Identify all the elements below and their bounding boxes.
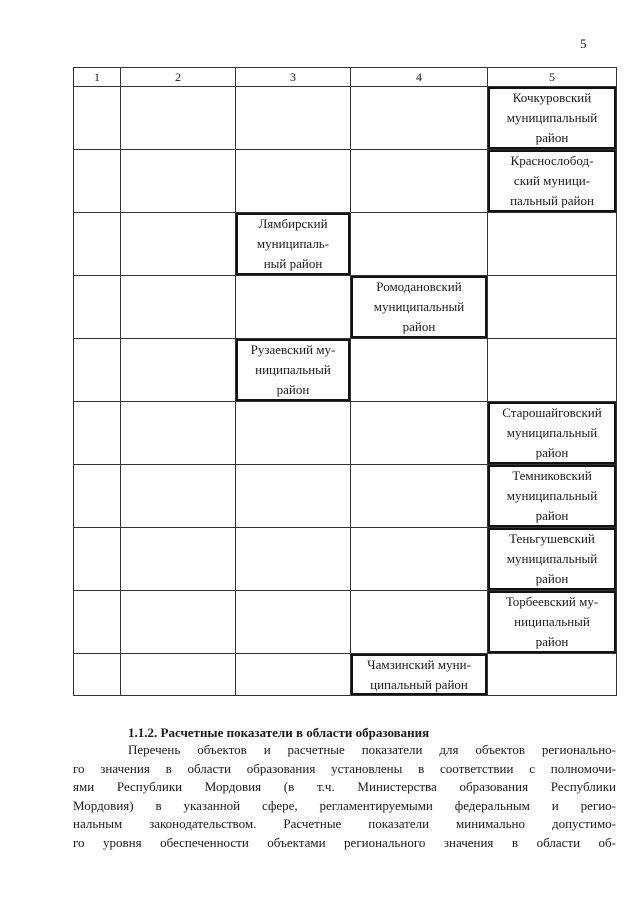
paragraph-line: го значения в области образования установлены в соответствии с полномочи-	[73, 760, 616, 776]
table-cell	[488, 150, 617, 213]
district-name: Торбеевский му- ниципальный район	[488, 591, 616, 653]
table-row	[74, 654, 617, 696]
district-name: Ромодановский муниципальный район	[351, 276, 487, 338]
column-header-1: 1	[74, 68, 121, 87]
table-row	[74, 150, 617, 213]
table-row	[74, 276, 617, 339]
column-header-3: 3	[236, 68, 351, 87]
table-cell	[121, 276, 236, 339]
column-header-4: 4	[351, 68, 488, 87]
table-cell	[236, 276, 351, 339]
district-name: Кочкуровский муниципальный район	[488, 87, 616, 149]
table-cell	[74, 465, 121, 528]
table-cell	[121, 213, 236, 276]
table-cell	[121, 150, 236, 213]
table-cell	[488, 591, 617, 654]
table-cell	[236, 87, 351, 150]
paragraph-line: нальным законодательством. Расчетные показатели минимально допустимо-	[73, 816, 616, 831]
district-name: Теньгушевский муниципальный район	[488, 528, 616, 590]
table-cell	[488, 276, 617, 339]
table-cell	[351, 654, 488, 696]
district-name: Темниковский муниципальный район	[488, 465, 616, 527]
table-cell	[74, 87, 121, 150]
table-cell	[74, 591, 121, 654]
table-cell	[488, 465, 617, 528]
table-cell	[351, 87, 488, 150]
table-body	[74, 87, 617, 696]
table-cell	[488, 528, 617, 591]
table-cell	[236, 213, 351, 276]
column-header-2: 2	[121, 68, 236, 87]
table-cell	[74, 150, 121, 213]
table-cell	[351, 213, 488, 276]
table-cell	[236, 654, 351, 696]
district-name: Чамзинский муни- ципальный район	[351, 654, 487, 695]
table-cell	[121, 402, 236, 465]
district-name: Лямбирский муниципаль- ный район	[236, 213, 350, 275]
table-cell	[121, 465, 236, 528]
table-cell	[236, 591, 351, 654]
table-cell	[236, 528, 351, 591]
table-cell	[488, 339, 617, 402]
table-cell	[488, 402, 617, 465]
paragraph-line: ями Республики Мордовия (в т.ч. Министерства образования Республики	[73, 779, 616, 794]
table-cell	[488, 654, 617, 696]
table-header-row	[74, 68, 617, 87]
section-paragraph	[73, 741, 616, 852]
table-cell	[351, 591, 488, 654]
table-cell	[236, 339, 351, 402]
district-name: Рузаевский му- ниципальный район	[236, 339, 350, 401]
table-cell	[351, 465, 488, 528]
table-row	[74, 465, 617, 528]
table-row	[74, 402, 617, 465]
table-cell	[236, 465, 351, 528]
table-cell	[351, 402, 488, 465]
paragraph-line: Мордовия) в указанной сфере, регламентируемыми федеральным и регио-	[73, 797, 616, 813]
table-cell	[121, 591, 236, 654]
table-cell	[74, 402, 121, 465]
table-cell	[351, 276, 488, 339]
district-name: Старошайговский муниципальный район	[488, 402, 616, 464]
column-header-5: 5	[488, 68, 617, 87]
table-cell	[236, 402, 351, 465]
table-cell	[121, 654, 236, 696]
table-cell	[74, 339, 121, 402]
table-cell	[121, 339, 236, 402]
districts-table	[73, 67, 617, 696]
table-cell	[351, 528, 488, 591]
paragraph-line: Перечень объектов и расчетные показатели для объектов регионально-	[128, 742, 616, 757]
table-cell	[74, 213, 121, 276]
table-row	[74, 528, 617, 591]
table-cell	[351, 150, 488, 213]
table-cell	[74, 528, 121, 591]
district-name: Краснослобод- ский муници- пальный район	[488, 150, 616, 212]
paragraph-line: го уровня обеспеченности объектами регионального значения в области об-	[73, 834, 616, 850]
table-cell	[121, 528, 236, 591]
table-row	[74, 591, 617, 654]
page-number: 5	[580, 36, 587, 51]
table-cell	[488, 87, 617, 150]
table-cell	[236, 150, 351, 213]
table-cell	[74, 654, 121, 696]
section-heading: 1.1.2. Расчетные показатели в области образования	[128, 725, 430, 740]
table-row	[74, 339, 617, 402]
table-row	[74, 87, 617, 150]
table-cell	[488, 213, 617, 276]
table-cell	[74, 276, 121, 339]
table-row	[74, 213, 617, 276]
table-cell	[351, 339, 488, 402]
table-cell	[121, 87, 236, 150]
